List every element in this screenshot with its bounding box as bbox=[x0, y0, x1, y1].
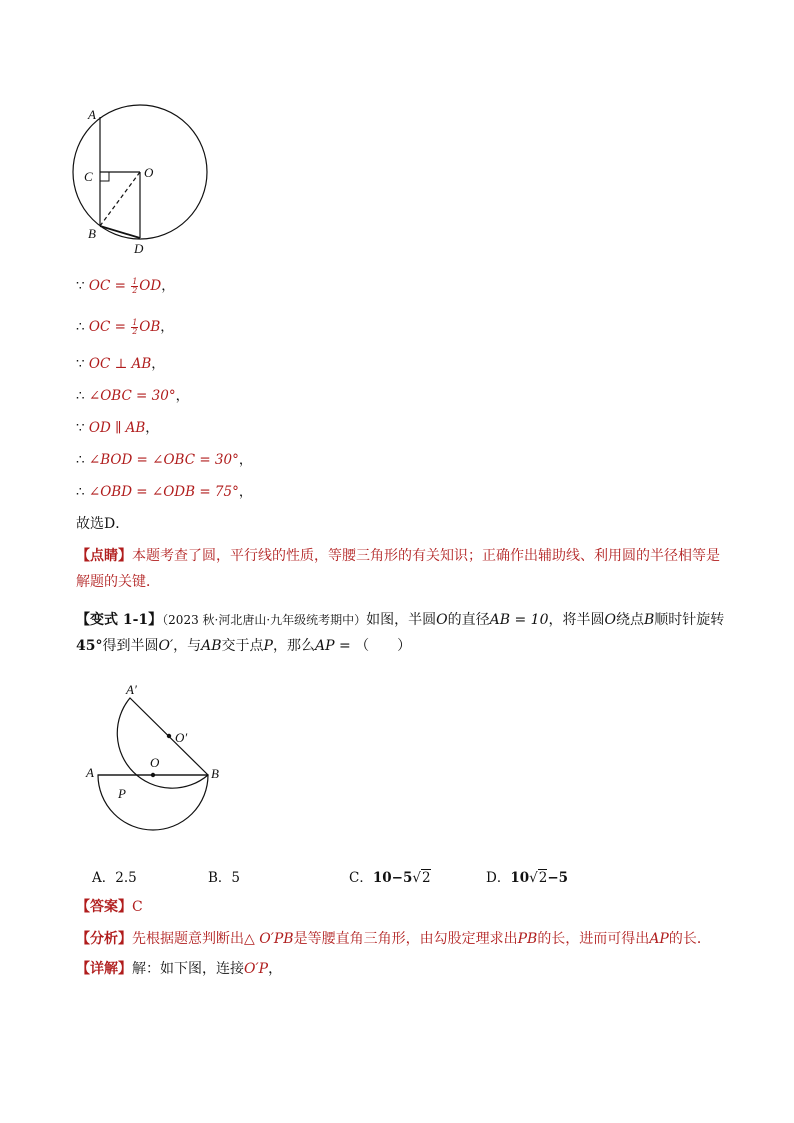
step-4: ∴ ∠OBC = 30°， bbox=[76, 388, 190, 404]
label-o: O bbox=[144, 165, 154, 180]
label-o-prime: O′ bbox=[175, 730, 188, 745]
label-b: B bbox=[88, 226, 96, 241]
label-d: D bbox=[134, 241, 144, 256]
dianjing-paragraph bbox=[76, 543, 726, 595]
step-6: ∴ ∠BOD = ∠OBC = 30°， bbox=[76, 452, 253, 468]
option-a[interactable]: A．2.5 bbox=[92, 870, 137, 886]
variant-paragraph: 【变式 1-1】（2023 秋·河北唐山·九年级统考期中）如图，半圆O的直径AB = 10，将半圆O绕点B顺时针旋转45°得到半圆O′，与AB交于点P，那么AP = （ ） bbox=[76, 612, 725, 654]
analysis-line: 【分析】先根据题意判断出△ O′PB是等腰直角三角形，由勾股定理求出PB的长，进而可得出AP的长． bbox=[76, 931, 711, 947]
step-1: ∵ OC = $\frac{1}{2}$ OD， bbox=[76, 277, 175, 295]
center-o-dot bbox=[151, 773, 155, 777]
label-o2: O bbox=[150, 755, 160, 770]
step-2: ∴ OC = $\frac{1}{2}$ OB， bbox=[76, 318, 174, 336]
step-7: ∴ ∠OBD = ∠ODB = 75°， bbox=[76, 484, 253, 500]
option-c[interactable]: C．10−5√2 bbox=[349, 870, 431, 886]
circle-figure bbox=[60, 100, 220, 260]
semicircle-figure bbox=[78, 680, 238, 850]
label-p: P bbox=[118, 786, 126, 801]
center-o-prime-dot bbox=[167, 734, 171, 738]
dianjing-tag: 【点睛】 bbox=[76, 548, 132, 564]
dianjing-text: 本题考查了圆，平行线的性质，等腰三角形的有关知识；正确作出辅助线、利用圆的半径相等是解题的关键． bbox=[76, 548, 720, 590]
label-a2: A bbox=[86, 765, 94, 780]
answer-line: 【答案】C bbox=[76, 899, 143, 915]
label-a: A bbox=[88, 107, 96, 122]
label-c: C bbox=[84, 169, 93, 184]
semicircle-o bbox=[98, 775, 208, 830]
segment-ob-dashed bbox=[100, 172, 140, 226]
step-5: ∵ OD ∥ AB， bbox=[76, 420, 159, 436]
detail-line: 【详解】解：如下图，连接O′P， bbox=[76, 961, 283, 977]
option-b[interactable]: B．5 bbox=[208, 870, 241, 886]
step-3: ∵ OC ⊥ AB， bbox=[76, 356, 165, 372]
label-b2: B bbox=[211, 766, 219, 781]
option-d[interactable]: D．10√2−5 bbox=[486, 870, 569, 886]
conclusion: 故选D． bbox=[76, 516, 130, 532]
label-a-prime: A′ bbox=[126, 682, 137, 697]
right-angle-mark bbox=[100, 172, 109, 181]
